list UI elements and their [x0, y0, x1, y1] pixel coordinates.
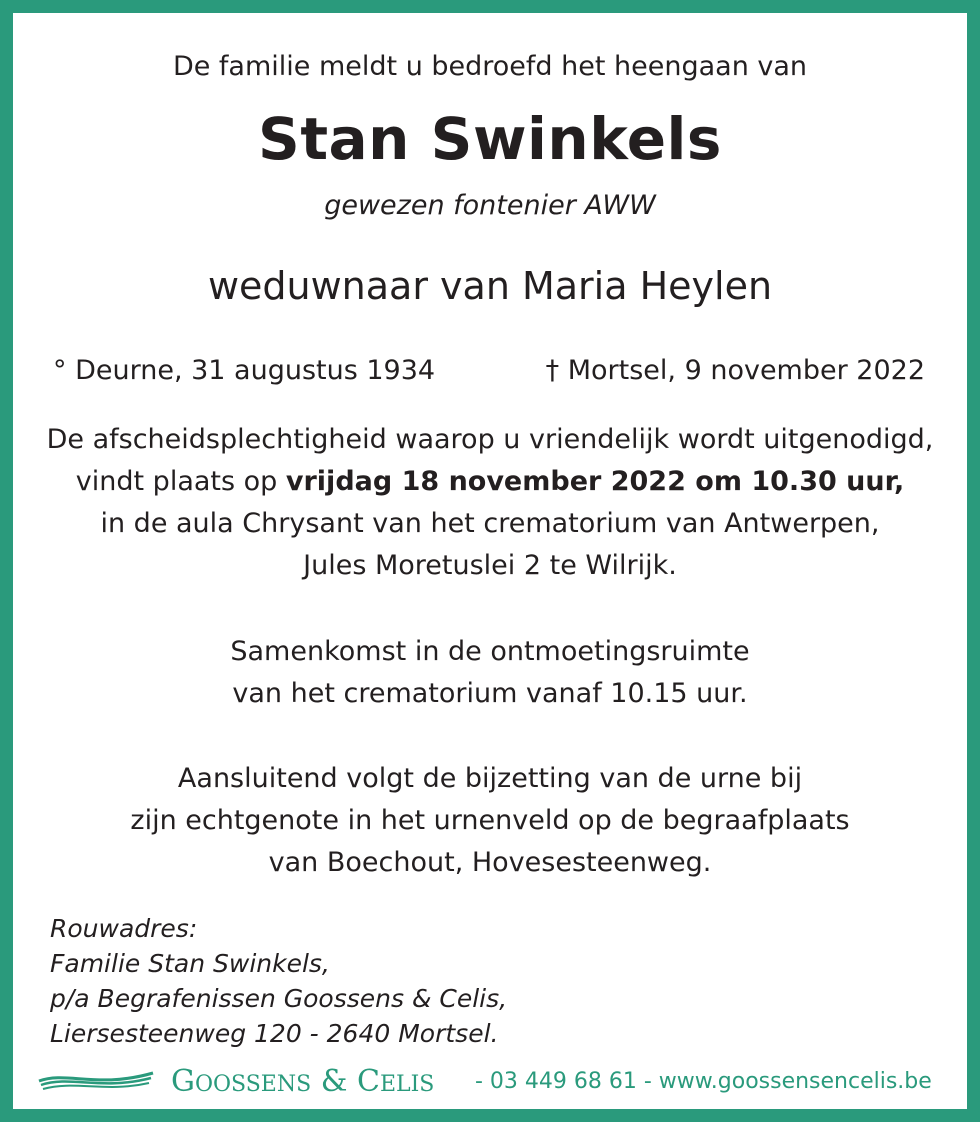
- deceased-name: Stan Swinkels: [258, 105, 722, 173]
- burial-line-3: van Boechout, Hovesesteenweg.: [268, 847, 712, 878]
- funeral-home-footer: [13, 1061, 967, 1101]
- birth-date: ° Deurne, 31 augustus 1934: [53, 355, 436, 386]
- mourning-address: [50, 911, 507, 1051]
- death-date: † Mortsel, 9 november 2022: [545, 355, 925, 386]
- address-label: Rouwadres:: [50, 914, 198, 943]
- brand-initial-c: C: [356, 1064, 380, 1099]
- gathering-line-2: van het crematorium vanaf 10.15 uur.: [232, 678, 748, 709]
- brand-rest-celis: ELIS: [379, 1072, 435, 1097]
- intro-text: De familie meldt u bedroefd het heengaan van: [172, 51, 808, 82]
- burial-paragraph: [13, 758, 967, 884]
- profession: gewezen fontenier AWW: [324, 190, 656, 221]
- spouse-line: weduwnaar van Maria Heylen: [207, 264, 773, 308]
- address-line-3: Liersesteenweg 120 - 2640 Mortsel.: [50, 1019, 499, 1048]
- wave-logo-icon: [37, 1067, 155, 1093]
- ceremony-line-2-prefix: vindt plaats op: [75, 466, 286, 497]
- funeral-home-name: [171, 1064, 434, 1099]
- ceremony-line-3: in de aula Chrysant van het crematorium van Antwerpen,: [100, 508, 880, 539]
- gathering-line-1: Samenkomst in de ontmoetingsruimte: [230, 636, 750, 667]
- ceremony-line-4: Jules Moretuslei 2 te Wilrijk.: [303, 550, 677, 581]
- brand-initial-g: G: [171, 1064, 195, 1099]
- burial-line-1: Aansluitend volgt de bijzetting van de urne bij: [177, 763, 803, 794]
- burial-line-2: zijn echtgenote in het urnenveld op de begraafplaats: [130, 805, 850, 836]
- contact-info: - 03 449 68 61 - www.goossensencelis.be: [475, 1069, 932, 1094]
- ceremony-date-time: vrijdag 18 november 2022 om 10.30 uur,: [285, 466, 905, 497]
- address-line-1: Familie Stan Swinkels,: [50, 949, 330, 978]
- ceremony-paragraph: [13, 419, 967, 587]
- brand-rest-goossens: OOSSENS: [194, 1072, 312, 1097]
- ceremony-line-2: [13, 461, 967, 503]
- ceremony-line-1: De afscheidsplechtigheid waarop u vriendelijk wordt uitgenodigd,: [46, 424, 934, 455]
- gathering-paragraph: [13, 631, 967, 715]
- brand-ampersand: &: [311, 1064, 357, 1099]
- address-line-2: p/a Begrafenissen Goossens & Celis,: [50, 984, 508, 1013]
